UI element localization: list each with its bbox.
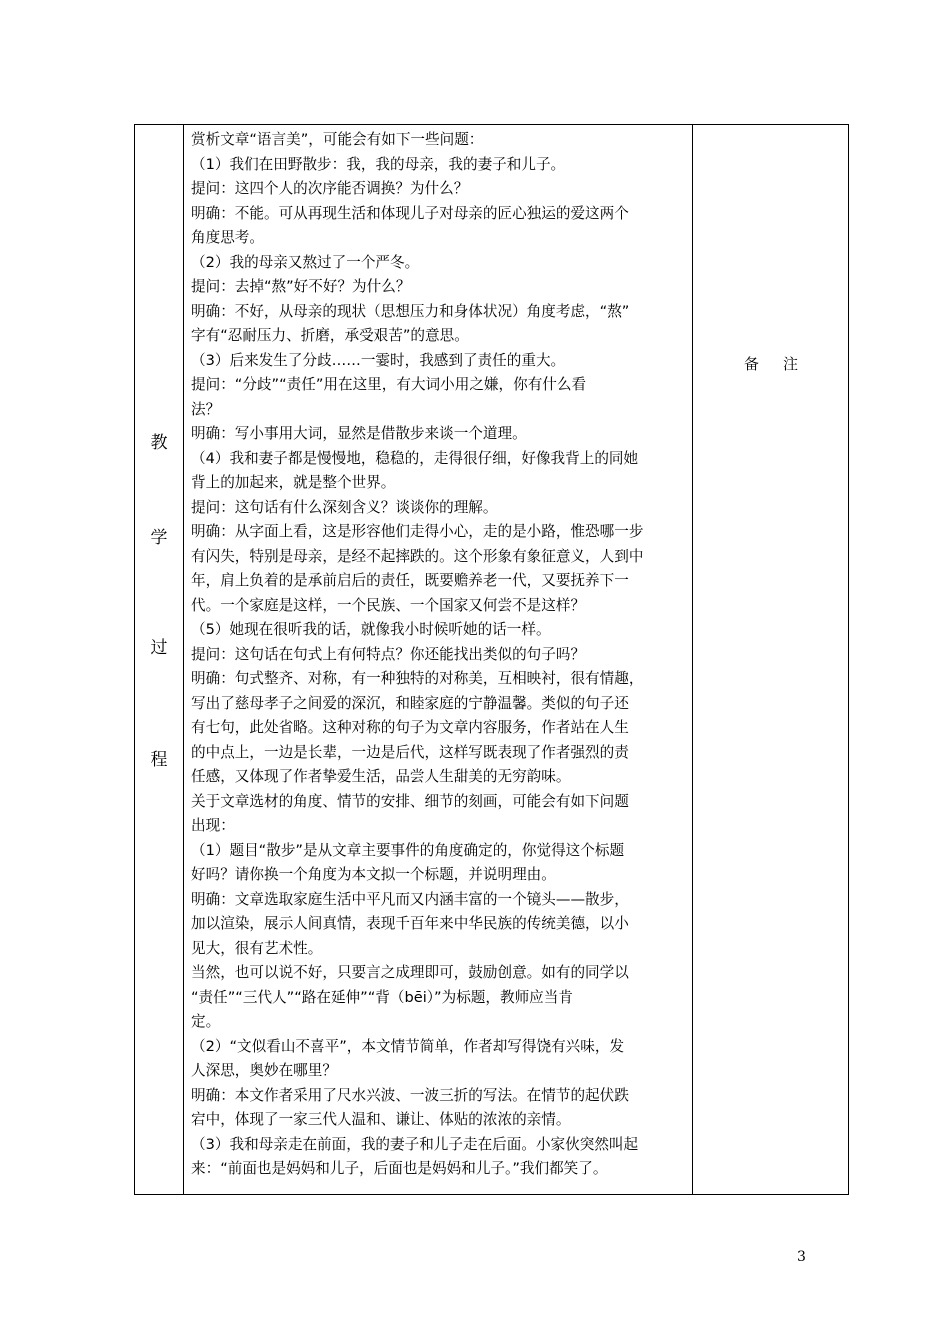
text-line: （4）我和妻子都是慢慢地，稳稳的，走得很仔细，好像我背上的同她 (191, 449, 639, 467)
text-line: 宕中，体现了一家三代人温和、谦让、体贴的浓浓的亲情。 (191, 1111, 571, 1128)
text-line: （3）后来发生了分歧……一霎时，我感到了责任的重大。 (191, 351, 566, 369)
text-line: 明确：写小事用大词，显然是借散步来谈一个道理。 (191, 425, 527, 442)
text-line: 提问：这句话在句式上有何特点？你还能找出类似的句子吗？ (191, 645, 586, 663)
text-line: 提问：这四个人的次序能否调换？为什么？ (191, 180, 469, 197)
text-line: 的中点上，一边是长辈，一边是后代，这样写既表现了作者强烈的责 (191, 743, 629, 761)
text-line: 明确：从字面上看，这是形容他们走得小心，走的是小路，惟恐哪一步 (191, 523, 644, 540)
teaching-process-content (191, 128, 687, 1182)
text-line: 明确：文章选取家庭生活中平凡而又内涵丰富的一个镜头——散步， (191, 890, 629, 908)
text-line: 任感，又体现了作者挚爱生活，品尝人生甜美的无穷韵味。 (191, 768, 571, 785)
text-line: （2）我的母亲又熬过了一个严冬。 (191, 253, 420, 271)
text-line: 赏析文章“语言美”，可能会有如下一些问题： (191, 131, 484, 148)
text-line: 来：“前面也是妈妈和儿子，后面也是妈妈和儿子。”我们都笑了。 (191, 1160, 608, 1177)
text-line: 出现： (191, 817, 235, 834)
text-line: 加以渲染，展示人间真情，表现千百年来中华民族的传统美德，以小 (191, 915, 629, 932)
text-line: 当然，也可以说不好，只要言之成理即可，鼓励创意。如有的同学以 (191, 964, 629, 981)
text-line: 好吗？请你换一个角度为本文拟一个标题，并说明理由。 (191, 866, 556, 883)
text-line: 明确：不好，从母亲的现状（思想压力和身体状况）角度考虑，“熬” (191, 302, 630, 320)
text-line: 字有“忍耐压力、折磨，承受艰苦”的意思。 (191, 327, 469, 344)
text-line: 人深思，奥妙在哪里？ (191, 1062, 337, 1079)
text-line: 提问：这句话有什么深刻含义？谈谈你的理解。 (191, 498, 498, 516)
text-line: “责任”“三代人”“路在延伸”“背（bēi）”为标题，教师应当肯 (191, 988, 573, 1006)
text-line: （1）题目“散步”是从文章主要事件的角度确定的，你觉得这个标题 (191, 841, 625, 859)
section-label-char: 教 (150, 433, 168, 453)
text-line: 背上的加起来，就是整个世界。 (191, 474, 396, 491)
lesson-table (134, 124, 849, 1195)
text-line: 定。 (191, 1013, 221, 1030)
text-line: 见大，很有艺术性。 (191, 939, 323, 957)
remark-label: 备注 (743, 355, 822, 373)
text-line: 写出了慈母孝子之间爱的深沉，和睦家庭的宁静温馨。类似的句子还 (191, 694, 629, 712)
section-label-char: 过 (150, 638, 168, 658)
section-label-char: 学 (150, 528, 168, 548)
column-divider-left (183, 125, 184, 1194)
text-line: 角度思考。 (191, 229, 264, 246)
text-line: 法？ (191, 400, 221, 418)
text-line: 明确：本文作者采用了尺水兴波、一波三折的写法。在情节的起伏跌 (191, 1086, 629, 1104)
text-line: 关于文章选材的角度、情节的安排、细节的刻画，可能会有如下问题 (191, 792, 629, 810)
text-line: 有闪失，特别是母亲，是经不起摔跌的。这个形象有象征意义，人到中 (191, 547, 644, 565)
text-line: （5）她现在很听我的话，就像我小时候听她的话一样。 (191, 621, 551, 638)
text-line: （2）“文似看山不喜平”，本文情节简单，作者却写得饶有兴味，发 (191, 1037, 625, 1055)
section-label-column (135, 125, 183, 1194)
text-line: 年，肩上负着的是承前启后的责任，既要赡养老一代，又要抚养下一 (191, 572, 629, 589)
section-label-char: 程 (150, 750, 168, 770)
text-line: （3）我和母亲走在前面，我的妻子和儿子走在后面。小家伙突然叫起 (191, 1135, 639, 1153)
page-number: 3 (797, 1249, 806, 1265)
text-line: 代。一个家庭是这样，一个民族、一个国家又何尝不是这样？ (191, 596, 586, 614)
column-divider-right (692, 125, 693, 1194)
text-line: （1）我们在田野散步：我，我的母亲，我的妻子和儿子。 (191, 155, 566, 173)
text-line: 明确：不能。可从再现生活和体现儿子对母亲的匠心独运的爱这两个 (191, 204, 629, 222)
text-line: 提问：去掉“熬”好不好？为什么？ (191, 278, 411, 295)
text-line: 有七句，此处省略。这种对称的句子为文章内容服务，作者站在人生 (191, 719, 629, 736)
text-line: 提问：“分歧”“责任”用在这里，有大词小用之嫌，你有什么看 (191, 376, 587, 393)
text-line: 明确：句式整齐、对称，有一种独特的对称美，互相映衬，很有情趣， (191, 670, 644, 687)
